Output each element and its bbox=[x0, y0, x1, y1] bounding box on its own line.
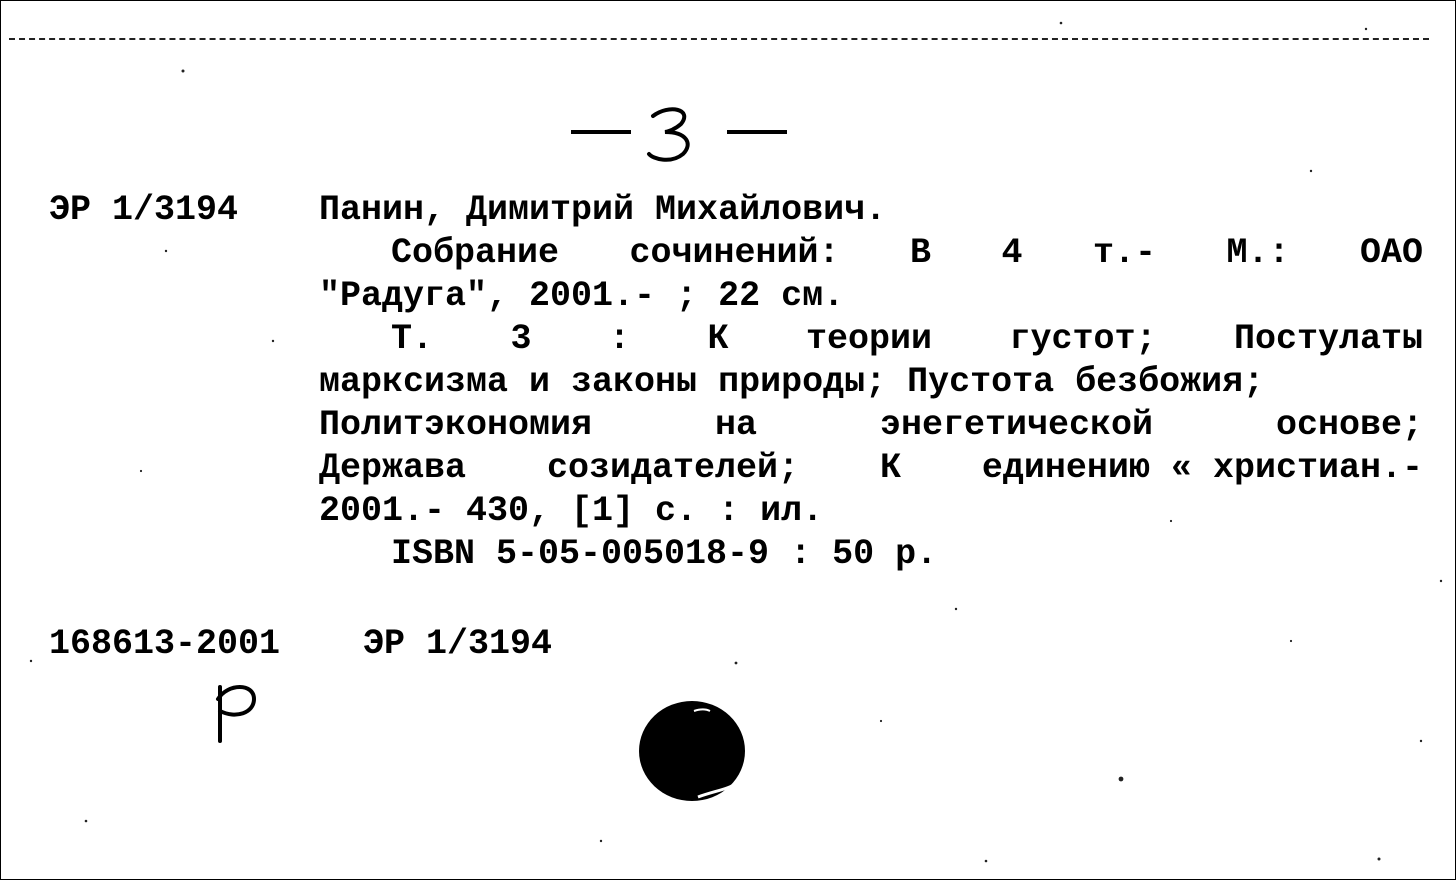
title-word: В bbox=[910, 233, 932, 273]
volume-word: густот; bbox=[1009, 319, 1157, 359]
volume-word: теории bbox=[805, 319, 932, 359]
volume-word: энегетической bbox=[879, 405, 1154, 445]
volume-word: единению « христиан.- bbox=[981, 448, 1423, 488]
title-line-2: "Радуга", 2001.- ; 22 см. bbox=[319, 276, 845, 316]
volume-word: К bbox=[879, 448, 901, 488]
call-number-top: ЭР 1/3194 bbox=[49, 190, 239, 230]
title-word: 4 bbox=[1001, 233, 1023, 273]
title-word: т.- bbox=[1092, 233, 1156, 273]
volume-word: созидателей; bbox=[546, 448, 800, 488]
volume-word: Постулаты bbox=[1233, 319, 1423, 359]
volume-word: Держава bbox=[319, 448, 467, 488]
volume-word: Т. bbox=[391, 319, 434, 359]
volume-word: на bbox=[715, 405, 758, 445]
volume-word: основе; bbox=[1275, 405, 1423, 445]
isbn-line: ISBN 5-05-005018-9 : 50 р. bbox=[391, 534, 938, 574]
volume-line-2: марксизма и законы природы; Пустота безбожия; bbox=[319, 362, 1265, 402]
volume-line-5: 2001.- 430, [1] с. : ил. bbox=[319, 491, 824, 531]
volume-word: : bbox=[608, 319, 630, 359]
call-number-bottom: ЭР 1/3194 bbox=[363, 624, 553, 664]
title-word: ОАО bbox=[1359, 233, 1423, 273]
inventory-number: 168613-2001 bbox=[49, 624, 281, 664]
title-word: сочинений: bbox=[629, 233, 840, 273]
scan-speckles bbox=[1, 1, 1456, 880]
volume-word: Политэкономия bbox=[319, 405, 593, 445]
author-line: Панин, Димитрий Михайлович. bbox=[319, 190, 887, 230]
title-word: М.: bbox=[1226, 233, 1290, 273]
title-word: Собрание bbox=[391, 233, 560, 273]
volume-word: К bbox=[707, 319, 729, 359]
volume-word: 3 bbox=[510, 319, 532, 359]
